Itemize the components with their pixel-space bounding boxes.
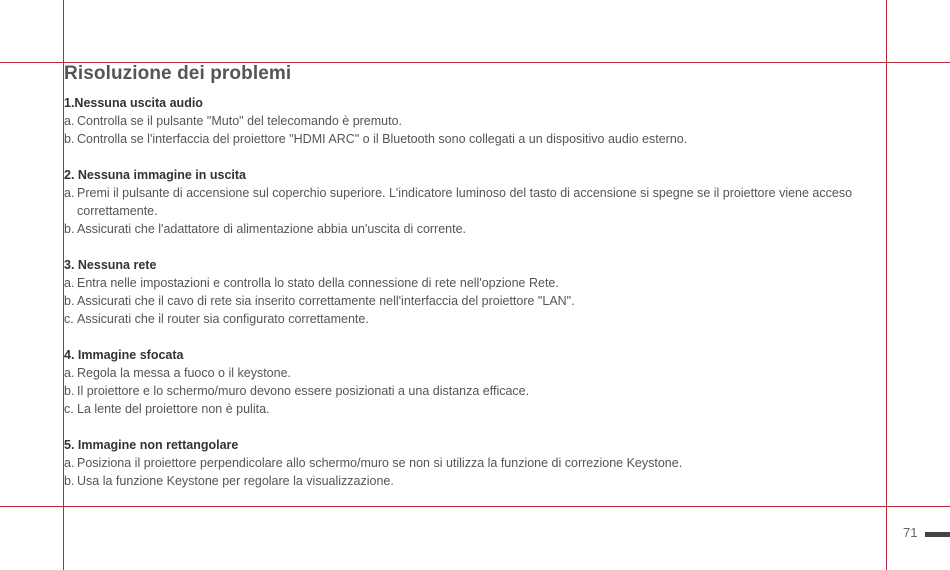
item-marker: b. xyxy=(64,474,75,488)
item-text: Regola la messa a fuoco o il keystone. xyxy=(77,366,292,380)
list-item xyxy=(64,400,884,418)
section-no-image xyxy=(64,166,884,238)
item-text: Assicurati che il router sia configurato correttamente. xyxy=(77,312,369,326)
page-number-bar xyxy=(925,532,950,537)
section-no-network xyxy=(64,256,884,328)
list-item xyxy=(64,364,884,382)
list-item xyxy=(64,292,884,310)
list-item xyxy=(64,274,884,292)
item-text: Controlla se il pulsante "Muto" del telecomando è premuto. xyxy=(77,114,403,128)
list-item xyxy=(64,382,884,400)
list-item xyxy=(64,220,884,238)
section-blurry-image xyxy=(64,346,884,418)
item-marker: a. xyxy=(64,276,75,290)
item-text: Posiziona il proiettore perpendicolare allo schermo/muro se non si utilizza la funzione di correzione Keystone. xyxy=(77,456,683,470)
section-heading: 4. Immagine sfocata xyxy=(64,348,184,362)
section-non-rectangular-image xyxy=(64,436,884,490)
list-item xyxy=(64,472,884,490)
item-marker: a. xyxy=(64,186,75,200)
item-text: Premi il pulsante di accensione sul coperchio superiore. L'indicatore luminoso del tasto di accensione si spegne se il proiettore viene acceso correttamente. xyxy=(77,186,853,218)
list-item xyxy=(64,310,884,328)
item-marker: b. xyxy=(64,384,75,398)
item-marker: a. xyxy=(64,366,75,380)
list-item xyxy=(64,112,884,130)
guide-line-right xyxy=(886,0,887,570)
item-text: Entra nelle impostazioni e controlla lo stato della connessione di rete nell'opzione Rete. xyxy=(77,276,559,290)
item-marker: c. xyxy=(64,402,74,416)
item-text: La lente del proiettore non è pulita. xyxy=(77,402,270,416)
item-text: Assicurati che l'adattatore di alimentazione abbia un'uscita di corrente. xyxy=(77,222,467,236)
item-marker: b. xyxy=(64,132,75,146)
section-heading: 3. Nessuna rete xyxy=(64,258,157,272)
section-heading: 2. Nessuna immagine in uscita xyxy=(64,168,247,182)
page-number: 71 xyxy=(903,525,918,540)
item-text: Il proiettore e lo schermo/muro devono essere posizionati a una distanza efficace. xyxy=(77,384,530,398)
section-heading: 1.Nessuna uscita audio xyxy=(64,96,203,110)
item-marker: b. xyxy=(64,222,75,236)
page-title: Risoluzione dei problemi xyxy=(64,63,292,84)
item-text: Controlla se l'interfaccia del proiettore "HDMI ARC" o il Bluetooth sono collegati a un dispositivo audio esterno. xyxy=(77,132,688,146)
document-body xyxy=(64,62,884,508)
list-item xyxy=(64,184,884,220)
item-marker: a. xyxy=(64,114,75,128)
item-text: Usa la funzione Keystone per regolare la visualizzazione. xyxy=(77,474,394,488)
item-marker: c. xyxy=(64,312,74,326)
list-item xyxy=(64,130,884,148)
section-no-audio xyxy=(64,94,884,148)
section-heading: 5. Immagine non rettangolare xyxy=(64,438,239,452)
list-item xyxy=(64,454,884,472)
item-marker: b. xyxy=(64,294,75,308)
item-text: Assicurati che il cavo di rete sia inserito correttamente nell'interfaccia del proiettore "LAN". xyxy=(77,294,575,308)
item-marker: a. xyxy=(64,456,75,470)
troubleshooting-sections xyxy=(64,94,884,490)
